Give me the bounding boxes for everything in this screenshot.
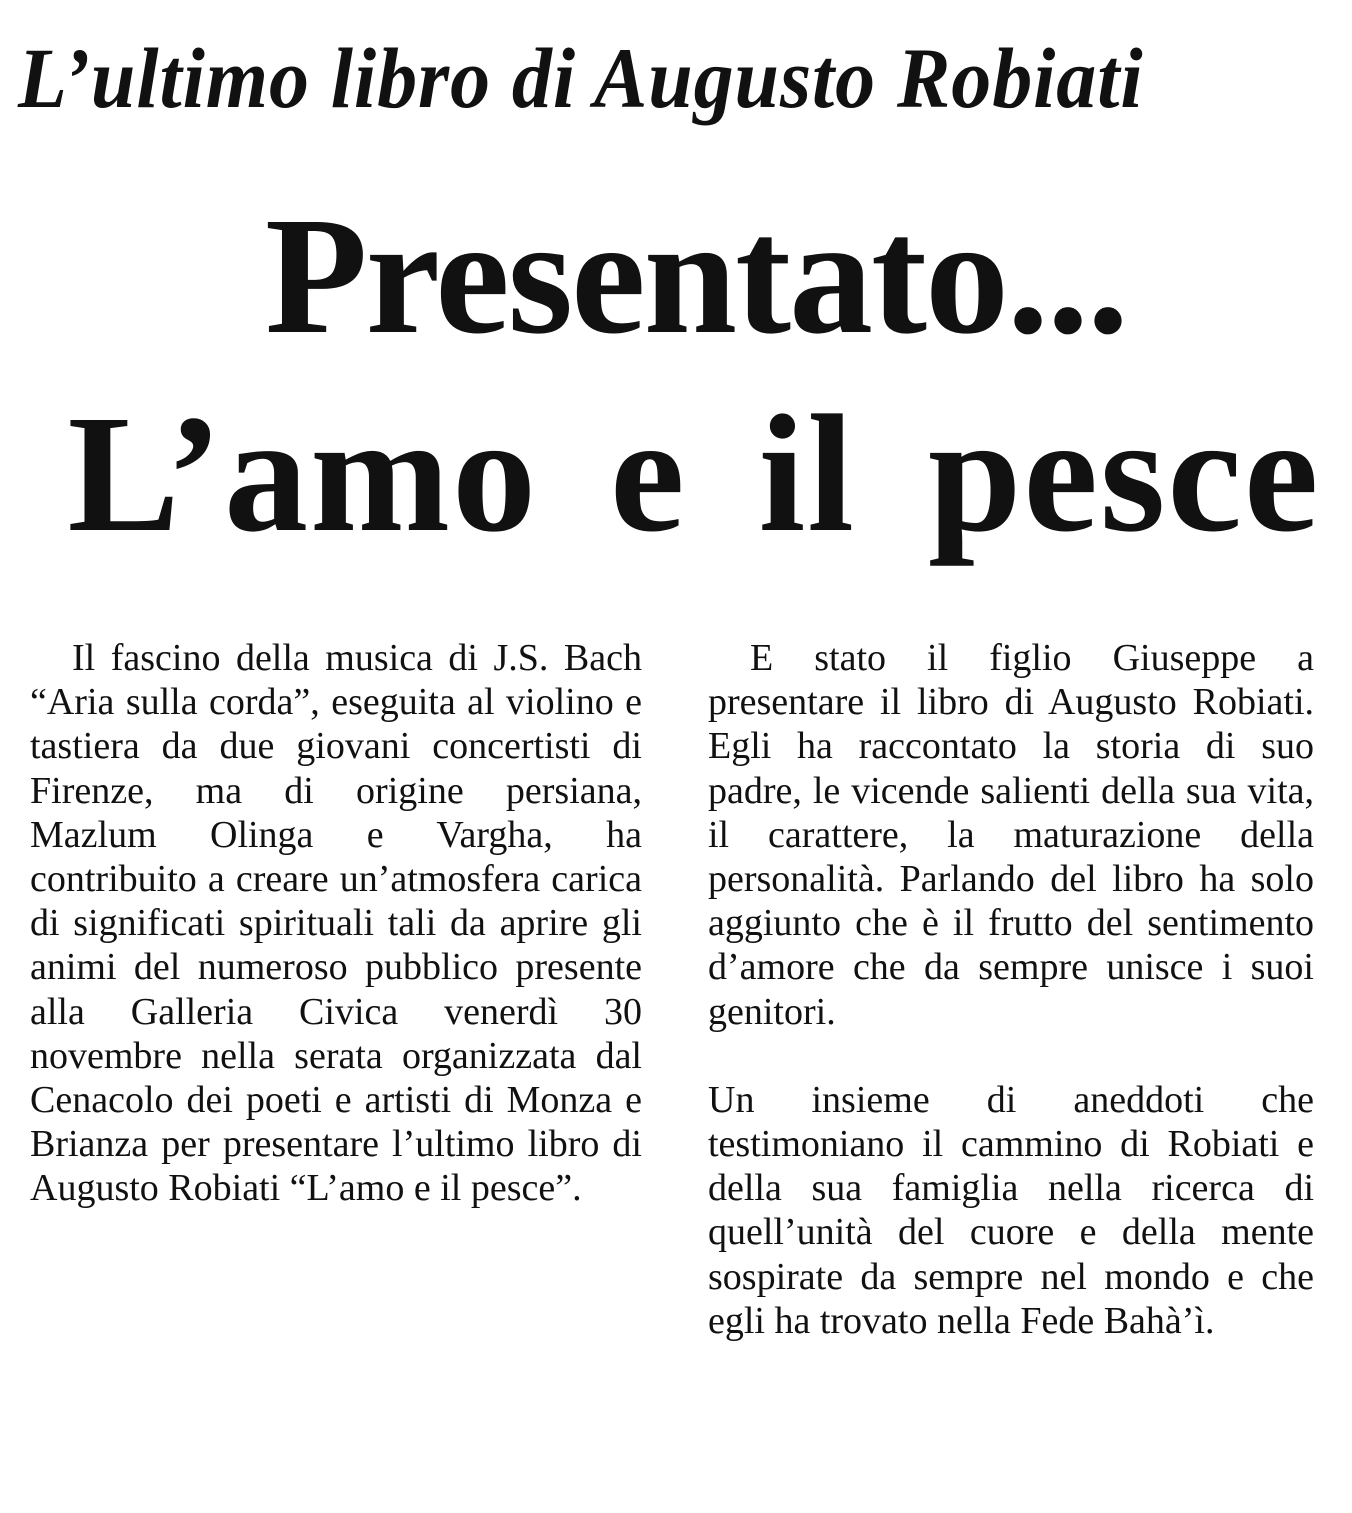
body-paragraph: E stato il figlio Giuseppe a presentare il libro di Augusto Robiati. Egli ha raccontato la storia di suo padre, le vicende salienti della sua vita, il carattere, la maturazione della personalità. Parlando del libro ha solo aggiunto che è il frutto del sentimento d’amore che da sempre unisce i suoi genitori. (708, 637, 1314, 1033)
body-paragraph: Un insieme di aneddoti che testimoniano il cammino di Robiati e della sua famiglia nella ricerca di quell’unità del cuore e della mente sospirate da sempre nel mondo e che egli ha trovato nella Fede Bahà’ì. (708, 1078, 1314, 1342)
right-column (708, 636, 1314, 1343)
body-paragraph: Il fascino della musica di J.S. Bach “Aria sulla corda”, eseguita al violino e tastiera da due giovani concertisti di Firenze, ma di origine persiana, Mazlum Olinga e Vargha, ha contribuito a creare un’atmosfera carica di significati spirituali tali da aprire gli animi del numeroso pubblico presente alla Galleria Civica venerdì 30 novembre nella serata organizzata dal Cenacolo dei poeti e artisti di Monza e Brianza per presentare l’ultimo libro di Augusto Robiati “L’amo e il pesce”. (30, 637, 642, 1210)
article-kicker: L’ultimo libro di Augusto Robiati (18, 30, 1144, 126)
headline-line-2: L’amo e il pesce (67, 381, 1321, 567)
left-column (30, 636, 642, 1211)
headline-line-1: Presentato... (265, 183, 1127, 369)
